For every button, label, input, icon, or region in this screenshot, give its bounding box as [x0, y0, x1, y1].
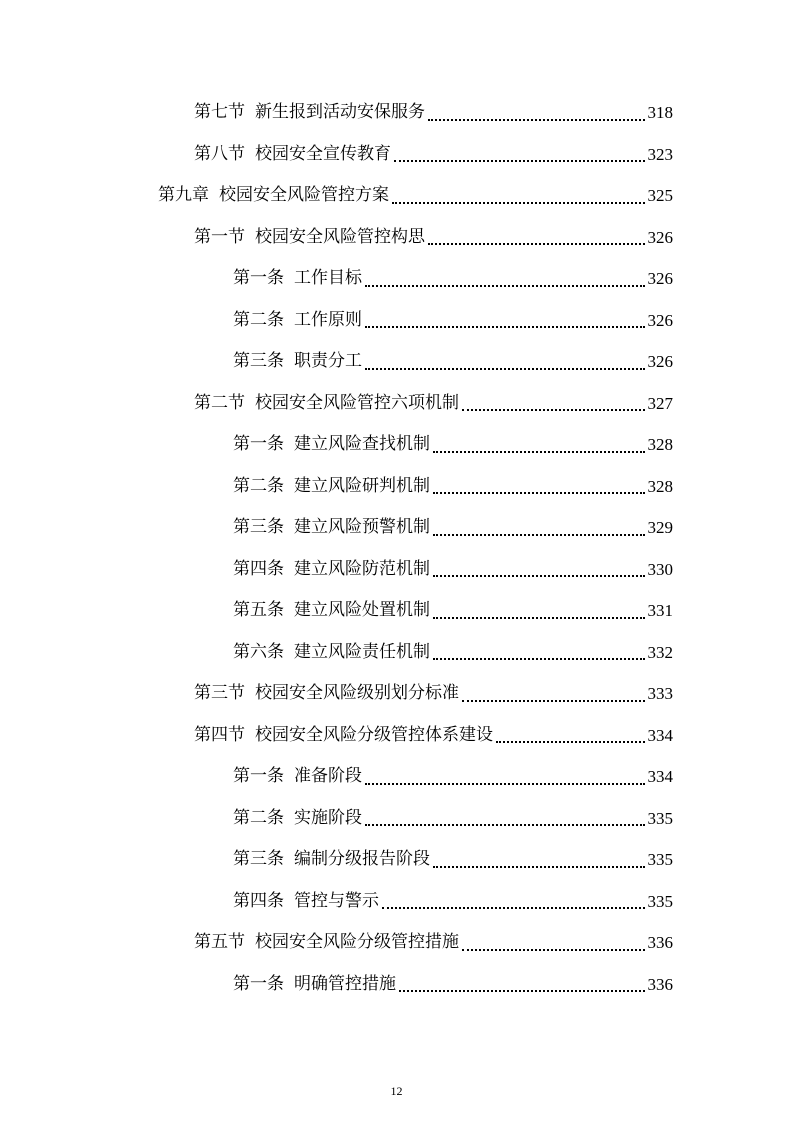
toc-entry-number: 第一条 — [233, 766, 284, 787]
toc-entry-number: 第一条 — [233, 973, 284, 994]
toc-dot-leader — [392, 202, 645, 204]
toc-entry-page: 331 — [647, 601, 673, 621]
toc-entry-article[interactable] — [0, 341, 793, 383]
toc-entry-page: 334 — [647, 767, 673, 787]
toc-entry-title: 校园安全宣传教育 — [255, 143, 391, 164]
toc-dot-leader — [428, 243, 645, 245]
toc-entry-number: 第八节 — [194, 143, 245, 164]
toc-entry-page: 325 — [647, 186, 673, 206]
toc-entry-title: 管控与警示 — [294, 890, 379, 911]
toc-entry-title: 建立风险研判机制 — [294, 475, 430, 496]
toc-dot-leader — [365, 285, 645, 287]
toc-entry-number: 第二条 — [233, 807, 284, 828]
toc-dot-leader — [365, 824, 645, 826]
toc-dot-leader — [394, 160, 645, 162]
toc-entry-title: 工作目标 — [294, 268, 362, 289]
toc-dot-leader — [433, 658, 645, 660]
toc-entry-page: 326 — [647, 227, 673, 247]
toc-dot-leader — [433, 617, 645, 619]
toc-entry-article[interactable] — [0, 424, 793, 466]
toc-entry-page: 328 — [647, 435, 673, 455]
toc-entry-title: 校园安全风险分级管控体系建设 — [255, 724, 493, 745]
toc-entry-page: 326 — [647, 269, 673, 289]
toc-entry-number: 第四条 — [233, 558, 284, 579]
toc-entry-number: 第四节 — [194, 724, 245, 745]
toc-entry-article[interactable] — [0, 798, 793, 840]
toc-entry-page: 336 — [647, 974, 673, 994]
toc-entry-number: 第五条 — [233, 600, 284, 621]
toc-entry-number: 第六条 — [233, 641, 284, 662]
toc-dot-leader — [462, 409, 645, 411]
toc-entry-number: 第一节 — [194, 226, 245, 247]
toc-entry-article[interactable] — [0, 507, 793, 549]
toc-entry-section[interactable] — [0, 383, 793, 425]
toc-entry-page: 335 — [647, 850, 673, 870]
toc-entry-page: 329 — [647, 518, 673, 538]
toc-entry-title: 建立风险预警机制 — [294, 517, 430, 538]
toc-entry-title: 建立风险查找机制 — [294, 434, 430, 455]
toc-dot-leader — [433, 866, 645, 868]
toc-entry-number: 第三节 — [194, 683, 245, 704]
toc-entry-title: 明确管控措施 — [294, 973, 396, 994]
toc-entry-page: 332 — [647, 642, 673, 662]
toc-entry-article[interactable] — [0, 839, 793, 881]
toc-entry-page: 323 — [647, 144, 673, 164]
toc-dot-leader — [382, 907, 645, 909]
toc-dot-leader — [365, 783, 645, 785]
toc-dot-leader — [462, 700, 645, 702]
toc-entry-page: 336 — [647, 933, 673, 953]
toc-entry-page: 330 — [647, 559, 673, 579]
toc-entry-section[interactable] — [0, 673, 793, 715]
toc-entry-article[interactable] — [0, 632, 793, 674]
toc-entry-page: 334 — [647, 725, 673, 745]
toc-entry-article[interactable] — [0, 466, 793, 508]
toc-entry-page: 318 — [647, 103, 673, 123]
toc-entry-number: 第五节 — [194, 932, 245, 953]
toc-entry-section[interactable] — [0, 715, 793, 757]
toc-dot-leader — [433, 534, 645, 536]
toc-entry-title: 校园安全风险管控六项机制 — [255, 392, 459, 413]
toc-dot-leader — [433, 575, 645, 577]
toc-dot-leader — [433, 492, 645, 494]
toc-entry-number: 第三条 — [233, 351, 284, 372]
toc-entry-title: 实施阶段 — [294, 807, 362, 828]
toc-entry-page: 326 — [647, 352, 673, 372]
toc-entry-article[interactable] — [0, 881, 793, 923]
toc-entry-page: 335 — [647, 808, 673, 828]
toc-dot-leader — [433, 451, 645, 453]
toc-entry-section[interactable] — [0, 92, 793, 134]
toc-entry-number: 第三条 — [233, 517, 284, 538]
toc-entry-number: 第一条 — [233, 434, 284, 455]
toc-dot-leader — [428, 119, 645, 121]
toc-entry-title: 编制分级报告阶段 — [294, 849, 430, 870]
toc-entry-section[interactable] — [0, 922, 793, 964]
toc-entry-number: 第二条 — [233, 475, 284, 496]
toc-dot-leader — [365, 326, 645, 328]
toc-entry-number: 第九章 — [158, 185, 209, 206]
toc-entry-number: 第二节 — [194, 392, 245, 413]
toc-dot-leader — [399, 990, 645, 992]
toc-entry-number: 第一条 — [233, 268, 284, 289]
toc-entry-page: 335 — [647, 891, 673, 911]
toc-entry-title: 准备阶段 — [294, 766, 362, 787]
table-of-contents — [0, 92, 793, 1005]
toc-entry-number: 第三条 — [233, 849, 284, 870]
toc-entry-title: 校园安全风险级别划分标准 — [255, 683, 459, 704]
toc-entry-title: 校园安全风险分级管控措施 — [255, 932, 459, 953]
toc-entry-article[interactable] — [0, 549, 793, 591]
toc-entry-article[interactable] — [0, 964, 793, 1006]
toc-entry-article[interactable] — [0, 258, 793, 300]
toc-entry-title: 建立风险责任机制 — [294, 641, 430, 662]
toc-dot-leader — [365, 368, 645, 370]
toc-dot-leader — [496, 741, 645, 743]
toc-entry-title: 校园安全风险管控构思 — [255, 226, 425, 247]
toc-dot-leader — [462, 949, 645, 951]
toc-entry-page: 328 — [647, 476, 673, 496]
toc-entry-number: 第二条 — [233, 309, 284, 330]
toc-entry-chapter[interactable] — [0, 175, 793, 217]
toc-entry-page: 327 — [647, 393, 673, 413]
toc-entry-article[interactable] — [0, 300, 793, 342]
toc-entry-number: 第四条 — [233, 890, 284, 911]
toc-entry-title: 职责分工 — [294, 351, 362, 372]
toc-entry-article[interactable] — [0, 590, 793, 632]
toc-entry-page: 333 — [647, 684, 673, 704]
page-number: 12 — [390, 1084, 403, 1098]
toc-entry-page: 326 — [647, 310, 673, 330]
toc-entry-section[interactable] — [0, 134, 793, 176]
toc-entry-title: 建立风险防范机制 — [294, 558, 430, 579]
toc-entry-title: 建立风险处置机制 — [294, 600, 430, 621]
toc-entry-title: 新生报到活动安保服务 — [255, 102, 425, 123]
toc-entry-section[interactable] — [0, 217, 793, 259]
toc-entry-number: 第七节 — [194, 102, 245, 123]
toc-entry-title: 工作原则 — [294, 309, 362, 330]
toc-entry-title: 校园安全风险管控方案 — [219, 185, 389, 206]
toc-entry-article[interactable] — [0, 756, 793, 798]
